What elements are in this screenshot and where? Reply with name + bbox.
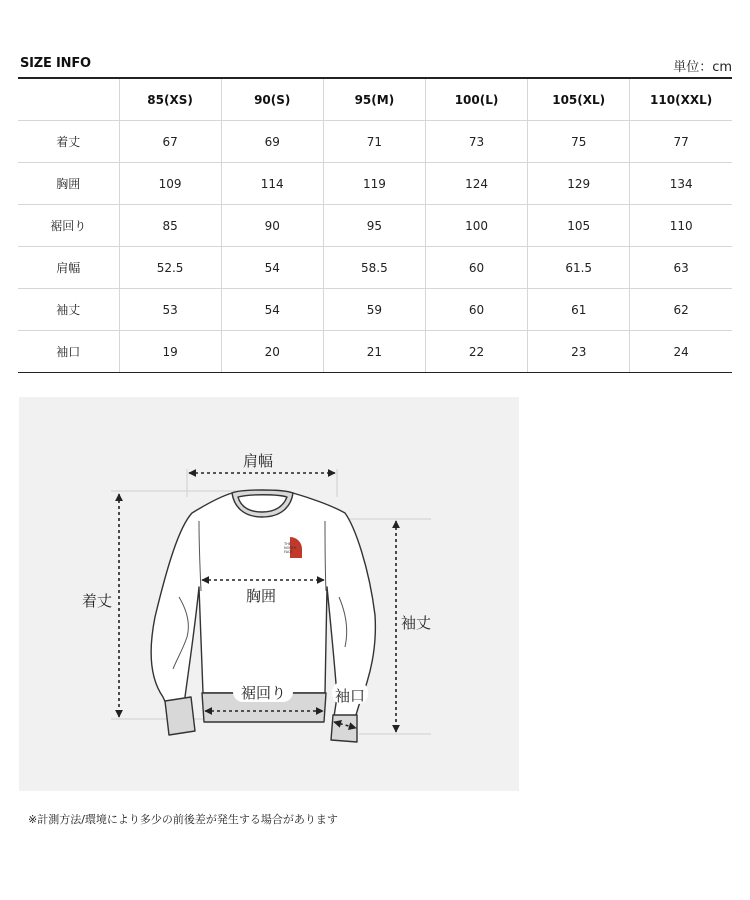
table-cell: 61 bbox=[528, 289, 630, 331]
table-cell: 54 bbox=[221, 247, 323, 289]
table-cell: 105 bbox=[528, 205, 630, 247]
table-cell: 62 bbox=[630, 289, 732, 331]
table-cell: 24 bbox=[630, 331, 732, 373]
table-cell: 54 bbox=[221, 289, 323, 331]
table-cell: 134 bbox=[630, 163, 732, 205]
size-table bbox=[18, 77, 732, 373]
table-cell: 61.5 bbox=[528, 247, 630, 289]
measurement-diagram bbox=[19, 397, 519, 791]
row-label: 着丈 bbox=[18, 121, 119, 163]
table-cell: 85 bbox=[119, 205, 221, 247]
shoulder-label: 肩幅 bbox=[243, 452, 274, 470]
header-cell-empty bbox=[18, 78, 119, 121]
table-cell: 109 bbox=[119, 163, 221, 205]
header-cell-size: 100(L) bbox=[425, 78, 527, 121]
table-cell: 95 bbox=[323, 205, 425, 247]
logo-text-line: FACE bbox=[284, 550, 293, 554]
row-label: 袖口 bbox=[18, 331, 119, 373]
table-row bbox=[18, 289, 732, 331]
table-row bbox=[18, 163, 732, 205]
unit-label: 単位：cm bbox=[673, 60, 732, 75]
header-cell-size: 90(S) bbox=[221, 78, 323, 121]
table-cell: 60 bbox=[425, 289, 527, 331]
table-cell: 20 bbox=[221, 331, 323, 373]
row-label: 袖丈 bbox=[18, 289, 119, 331]
table-cell: 63 bbox=[630, 247, 732, 289]
length-label: 着丈 bbox=[82, 592, 113, 610]
size-info-title: SIZE INFO bbox=[20, 56, 91, 71]
table-cell: 23 bbox=[528, 331, 630, 373]
logo-text-line: NORTH bbox=[284, 546, 297, 550]
table-cell: 73 bbox=[425, 121, 527, 163]
size-header-row bbox=[18, 78, 732, 121]
table-cell: 71 bbox=[323, 121, 425, 163]
table-cell: 90 bbox=[221, 205, 323, 247]
row-label: 胸囲 bbox=[18, 163, 119, 205]
table-cell: 119 bbox=[323, 163, 425, 205]
table-cell: 124 bbox=[425, 163, 527, 205]
header-cell-size: 85(XS) bbox=[119, 78, 221, 121]
hem-label: 裾回り bbox=[241, 684, 287, 702]
table-row bbox=[18, 247, 732, 289]
table-row bbox=[18, 331, 732, 373]
table-cell: 67 bbox=[119, 121, 221, 163]
table-row bbox=[18, 121, 732, 163]
table-cell: 110 bbox=[630, 205, 732, 247]
table-cell: 69 bbox=[221, 121, 323, 163]
table-row bbox=[18, 205, 732, 247]
logo-text-line: THE bbox=[284, 542, 291, 546]
table-cell: 60 bbox=[425, 247, 527, 289]
footnote: ※計測方法/環境により多少の前後差が発生する場合があります bbox=[28, 813, 338, 826]
table-cell: 75 bbox=[528, 121, 630, 163]
table-cell: 22 bbox=[425, 331, 527, 373]
sleeve-label: 袖丈 bbox=[401, 614, 432, 632]
table-cell: 53 bbox=[119, 289, 221, 331]
table-cell: 19 bbox=[119, 331, 221, 373]
table-cell: 59 bbox=[323, 289, 425, 331]
table-cell: 58.5 bbox=[323, 247, 425, 289]
table-cell: 77 bbox=[630, 121, 732, 163]
row-label: 肩幅 bbox=[18, 247, 119, 289]
header-cell-size: 110(XXL) bbox=[630, 78, 732, 121]
table-cell: 52.5 bbox=[119, 247, 221, 289]
row-label: 裾回り bbox=[18, 205, 119, 247]
table-cell: 114 bbox=[221, 163, 323, 205]
table-cell: 100 bbox=[425, 205, 527, 247]
table-cell: 21 bbox=[323, 331, 425, 373]
chest-label: 胸囲 bbox=[246, 587, 277, 605]
table-cell: 129 bbox=[528, 163, 630, 205]
header-cell-size: 105(XL) bbox=[528, 78, 630, 121]
cuff-label: 袖口 bbox=[335, 687, 366, 705]
header-cell-size: 95(M) bbox=[323, 78, 425, 121]
